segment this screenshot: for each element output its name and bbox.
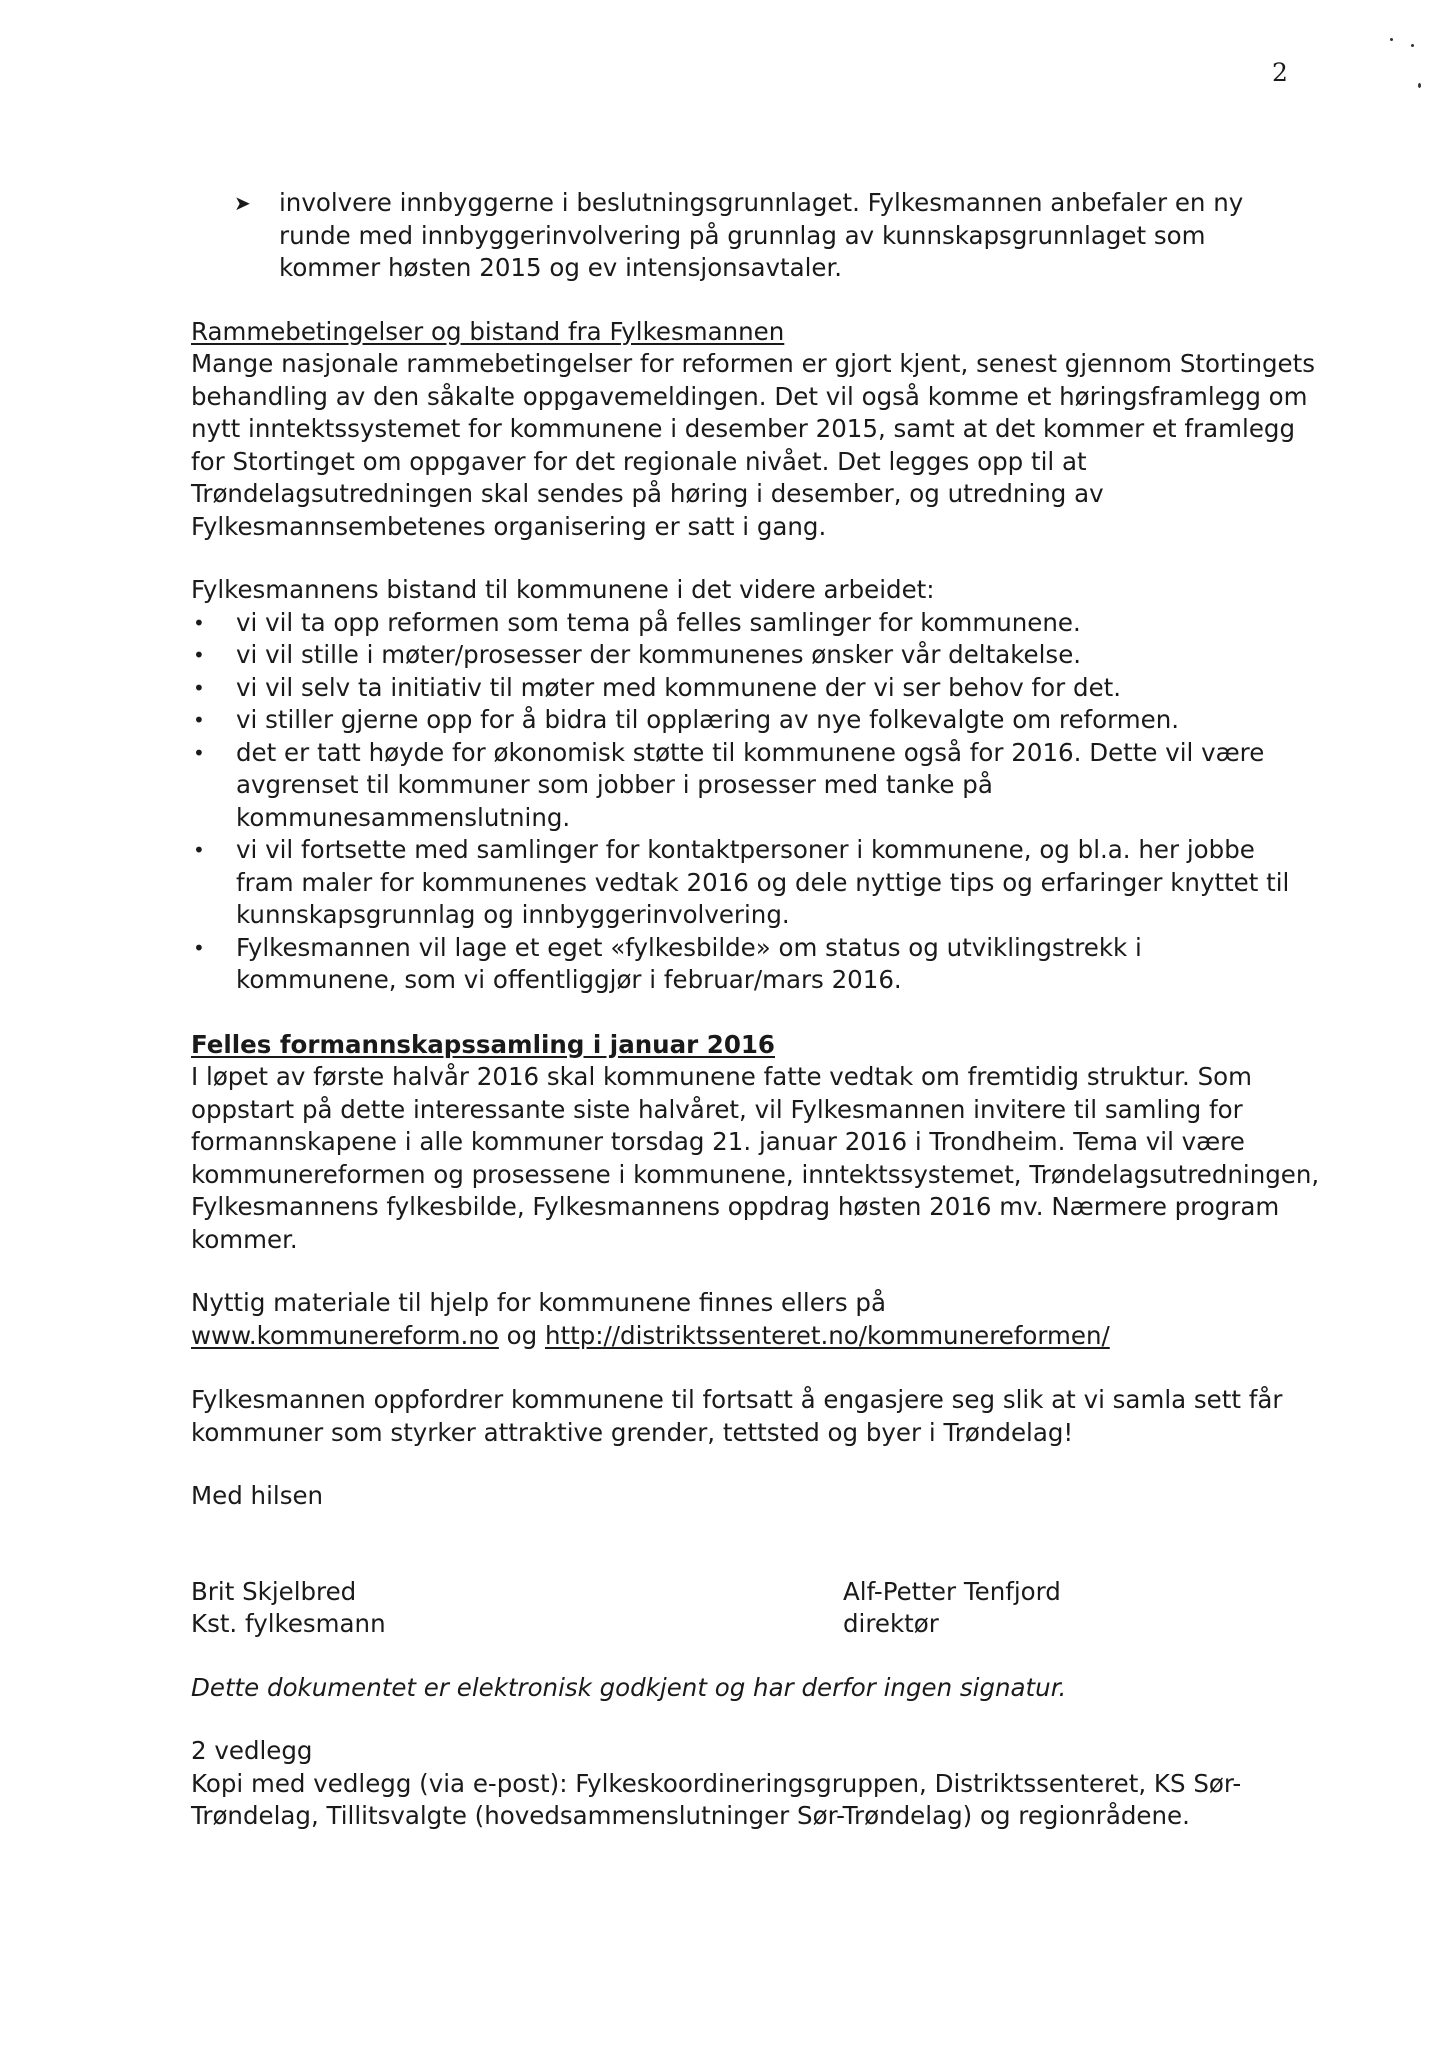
encouragement-text: Fylkesmannen oppfordrer kommunene til fortsatt å engasjere seg slik at vi samla sett får kommuner som styrker attraktive grender, tettsted og byer i Trøndelag! xyxy=(191,1385,1283,1447)
bullet-icon: • xyxy=(193,610,205,635)
signatory-name-right: Alf-Petter Tenfjord xyxy=(843,1576,1061,1606)
kommunereform-link[interactable]: www.kommunereform.no xyxy=(191,1320,499,1350)
encouragement-section xyxy=(191,1384,1331,1449)
list-item xyxy=(191,639,1331,672)
bistand-section xyxy=(191,574,1331,997)
approval-section xyxy=(191,1672,1331,1705)
bullet-icon: • xyxy=(193,838,205,862)
signatory-name-left: Brit Skjelbred xyxy=(191,1576,357,1606)
bullet-icon: • xyxy=(193,740,205,765)
list-item xyxy=(191,834,1331,932)
greeting-text: Med hilsen xyxy=(191,1481,324,1510)
bistand-intro: Fylkesmannens bistand til kommunene i det videre arbeidet: xyxy=(191,575,935,604)
materiale-text: Nyttig materiale til hjelp for kommunene finnes ellers på xyxy=(191,1288,886,1317)
rammebetingelser-section xyxy=(191,316,1331,544)
links-conjunction: og xyxy=(498,1320,545,1350)
signatory-title-left: Kst. fylkesmann xyxy=(191,1609,386,1638)
signatory-title-right: direktør xyxy=(843,1609,939,1638)
distriktssenteret-link[interactable]: http://distriktssenteret.no/kommunereformen/ xyxy=(544,1320,1110,1350)
list-item xyxy=(191,704,1331,737)
list-item-text: vi vil selv ta initiativ til møter med kommunene der vi ser behov for det. xyxy=(236,672,1122,702)
attachments-section xyxy=(191,1735,1331,1833)
attachments-count: 2 vedlegg xyxy=(191,1736,313,1765)
list-item-text: det er tatt høyde for økonomisk støtte til kommunene også for 2016. Dette vil være avgrenset til kommuner som jobber i prosesser med tanke på kommunesammenslutning. xyxy=(236,737,1265,832)
signature-block xyxy=(191,1576,1331,1641)
rammebetingelser-heading: Rammebetingelser og bistand fra Fylkesmannen xyxy=(191,316,785,346)
signature-right xyxy=(843,1576,1323,1641)
list-item-text: vi stiller gjerne opp for å bidra til opplæring av nye folkevalgte om reformen. xyxy=(236,705,1180,734)
greeting-section xyxy=(191,1480,1331,1513)
copy-recipients: Kopi med vedlegg (via e-post): Fylkeskoordineringsgruppen, Distriktssenteret, KS Sør-Trøndelag, Tillitsvalgte (hovedsammenslutninger Sør-Trøndelag) og regionrådene. xyxy=(191,1768,1242,1830)
letter-body xyxy=(191,187,1331,1833)
scan-speck-3 xyxy=(1418,83,1421,88)
materiale-links-line xyxy=(191,1320,1331,1353)
list-item-text: vi vil ta opp reformen som tema på felles samlinger for kommunene. xyxy=(236,607,1081,637)
list-item-text: vi vil fortsette med samlinger for kontaktpersoner i kommunene, og bl.a. her jobbe fram maler for kommunenes vedtak 2016 og dele nyttige tips og erfaringer knyttet til kunnskapsgrunnlag og innbyggerinvolvering. xyxy=(236,835,1290,929)
samling-heading: Felles formannskapssamling i januar 2016 xyxy=(191,1029,775,1059)
bullet-icon: • xyxy=(193,643,205,667)
scan-speck-1 xyxy=(1390,38,1393,41)
list-item xyxy=(191,737,1331,835)
materiale-section xyxy=(191,1287,1331,1352)
bullet-icon: • xyxy=(193,675,205,700)
bullet-icon: • xyxy=(193,708,205,732)
approval-note: Dette dokumentet er elektronisk godkjent og har derfor ingen signatur. xyxy=(191,1672,1067,1702)
intro-item-text: involvere innbyggerne i beslutningsgrunnlaget. Fylkesmannen anbefaler en ny runde med innbyggerinvolvering på grunnlag av kunnskapsgrunnlaget som kommer høsten 2015 og ev intensjonsavtaler. xyxy=(279,188,1244,282)
bullet-icon: • xyxy=(193,935,205,960)
list-item-text: Fylkesmannen vil lage et eget «fylkesbilde» om status og utviklingstrekk i kommunene, som vi offentliggjør i februar/mars 2016. xyxy=(236,932,1142,994)
samling-section xyxy=(191,1029,1331,1257)
list-item-text: vi vil stille i møter/prosesser der kommunenes ønsker vår deltakelse. xyxy=(236,640,1082,669)
rammebetingelser-paragraph: Mange nasjonale rammebetingelser for reformen er gjort kjent, senest gjennom Stortingets behandling av den såkalte oppgavemeldingen. Det vil også komme et høringsframlegg om nytt inntektssystemet for kommunene i desember 2015, samt at det kommer et framlegg for Stortinget om oppgaver for det regionale nivået. Det legges opp til at Trøndelagsutredningen skal sendes på høring i desember, og utredning av Fylkesmannsembetenes organisering er satt i gang. xyxy=(191,349,1315,541)
list-item xyxy=(191,607,1331,640)
bistand-list xyxy=(191,607,1331,997)
samling-paragraph: I løpet av første halvår 2016 skal kommunene fatte vedtak om fremtidig struktur. Som oppstart på dette interessante siste halvåret, vil Fylkesmannen invitere til samling for formannskapene i alle kommuner torsdag 21. januar 2016 i Trondheim. Tema vil være kommunereformen og prosessene i kommunene, inntektssystemet, Trøndelagsutredningen, Fylkesmannens fylkesbilde, Fylkesmannens oppdrag høsten 2016 mv. Nærmere program kommer. xyxy=(191,1062,1320,1254)
list-item xyxy=(191,672,1331,705)
signature-left xyxy=(191,1576,843,1641)
intro-arrow-item xyxy=(234,187,1331,285)
scan-speck-2 xyxy=(1411,44,1414,47)
list-item xyxy=(191,932,1331,997)
arrow-right-icon: ➤ xyxy=(234,191,251,215)
page-number: 2 xyxy=(1272,58,1288,87)
